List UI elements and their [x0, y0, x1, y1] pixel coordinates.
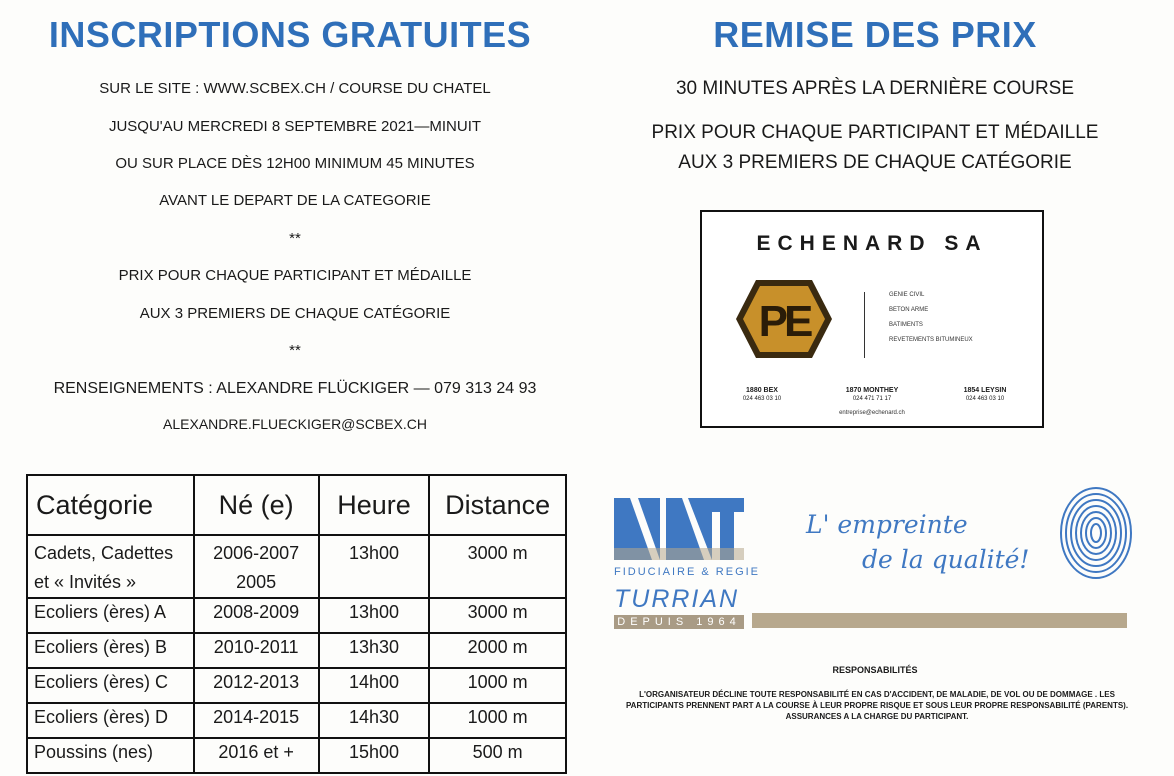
- cell-heure: 14h00: [319, 668, 430, 703]
- cell-categorie: Ecoliers (ères) A: [27, 598, 194, 633]
- turrian-gold-bar: [752, 613, 1127, 628]
- category-table: [26, 474, 567, 774]
- echenard-email: entreprise@echenard.ch: [839, 410, 905, 416]
- cell-distance: 1000 m: [429, 668, 566, 703]
- table-header-row: [27, 475, 566, 535]
- cell-ne: 2016 et +: [194, 738, 319, 773]
- cell-heure: 14h30: [319, 703, 430, 738]
- cell-categorie: Poussins (nes): [27, 738, 194, 773]
- cell-categorie: [27, 535, 194, 598]
- info-line-deadline: JUSQU'AU MERCREDI 8 SEPTEMBRE 2021—MINUIT: [108, 118, 482, 135]
- separator-stars: **: [289, 230, 301, 247]
- cell-categorie-line1: Cadets, Cadettes: [34, 543, 174, 563]
- cell-heure: 13h00: [319, 598, 430, 633]
- card-divider: [864, 292, 865, 358]
- location-phone: 024 463 03 10: [965, 396, 1005, 402]
- cell-heure: 13h00: [319, 535, 430, 598]
- cell-categorie: Ecoliers (ères) C: [27, 668, 194, 703]
- cell-distance: 3000 m: [429, 535, 566, 598]
- header-heure: Heure: [319, 475, 430, 535]
- cell-ne: 2010-2011: [194, 633, 319, 668]
- responsibility-text: L'ORGANISATEUR DÉCLINE TOUTE RESPONSABILITÉ EN CAS D'ACCIDENT, DE MALADIE, DE VOL OU DE DOMMAGE . LES PARTICIPANTS PRENNENT PART A LA COURSE À LEUR PROPRE RISQUE ET SOUS LEUR PROPRE RESPONSABILITÉ (PARENTS). ASSURANCES A LA CHARGE DU PARTICIPANT.: [625, 690, 1129, 721]
- cell-distance: 500 m: [429, 738, 566, 773]
- header-categorie: Catégorie: [27, 475, 194, 535]
- cell-ne: 2008-2009: [194, 598, 319, 633]
- header-distance: Distance: [429, 475, 566, 535]
- contact-email: ALEXANDRE.FLUECKIGER@SCBEX.CH: [163, 416, 427, 432]
- location-leysin: [930, 386, 1040, 404]
- inscriptions-title: INSCRIPTIONS GRATUITES: [48, 14, 532, 55]
- echenard-logo-letters: PE: [758, 297, 810, 346]
- cell-ne: 2012-2013: [194, 668, 319, 703]
- slogan-line1: L' empreinte: [806, 510, 968, 539]
- info-line-site: SUR LE SITE : WWW.SCBEX.CH / COURSE DU CHATEL: [99, 80, 491, 97]
- cell-categorie-line2: et « Invités »: [34, 572, 137, 592]
- service-item: BETON ARME: [889, 307, 929, 313]
- cell-ne: 2014-2015: [194, 703, 319, 738]
- table-row: [27, 598, 566, 633]
- cell-distance: 3000 m: [429, 598, 566, 633]
- table-row: [27, 535, 566, 598]
- fingerprint-icon: [1058, 485, 1134, 581]
- separator-stars: **: [289, 342, 301, 359]
- cell-categorie: Ecoliers (ères) B: [27, 633, 194, 668]
- location-city: 1854 LEYSIN: [963, 387, 1007, 394]
- table-row: [27, 633, 566, 668]
- responsibility-title: RESPONSABILITÉS: [832, 665, 918, 675]
- cell-distance: 1000 m: [429, 703, 566, 738]
- location-phone: 024 471 71 17: [852, 396, 892, 402]
- location-monthey: [817, 386, 927, 404]
- info-line-medal: AUX 3 PREMIERS DE CHAQUE CATÉGORIE: [139, 305, 451, 322]
- cell-heure: 13h30: [319, 633, 430, 668]
- cell-ne: [194, 535, 319, 598]
- turrian-logo-mark: [614, 498, 744, 564]
- remise-line-medal: AUX 3 PREMIERS DE CHAQUE CATÉGORIE: [678, 152, 1072, 173]
- info-line-contact: RENSEIGNEMENTS : ALEXANDRE FLÜCKIGER — 079 313 24 93: [53, 380, 537, 397]
- service-item: BATIMENTS: [889, 322, 923, 328]
- echenard-logo: [734, 278, 834, 360]
- turrian-subtitle: FIDUCIAIRE & REGIE: [614, 566, 761, 578]
- turrian-since-banner: DEPUIS 1964: [614, 615, 744, 629]
- info-line-prize: PRIX POUR CHAQUE PARTICIPANT ET MÉDAILLE: [118, 267, 472, 284]
- turrian-name: TURRIAN: [614, 585, 740, 613]
- cell-categorie: Ecoliers (ères) D: [27, 703, 194, 738]
- service-item: GENIE CIVIL: [889, 292, 925, 298]
- location-city: 1880 BEX: [746, 387, 778, 394]
- info-line-onsite: OU SUR PLACE DÈS 12H00 MINIMUM 45 MINUTES: [115, 155, 475, 172]
- cell-heure: 15h00: [319, 738, 430, 773]
- remise-title: REMISE DES PRIX: [713, 14, 1037, 55]
- location-city: 1870 MONTHEY: [845, 387, 899, 394]
- location-bex: [707, 386, 817, 404]
- cell-distance: 2000 m: [429, 633, 566, 668]
- echenard-name: ECHENARD SA: [756, 232, 988, 255]
- table-row: [27, 703, 566, 738]
- header-ne: Né (e): [194, 475, 319, 535]
- location-phone: 024 463 03 10: [742, 396, 782, 402]
- cell-ne-line2: 2005: [236, 572, 277, 592]
- table-row: [27, 668, 566, 703]
- table-row: [27, 738, 566, 773]
- remise-line-prize: PRIX POUR CHAQUE PARTICIPANT ET MÉDAILLE: [651, 122, 1099, 143]
- info-line-before-start: AVANT LE DEPART DE LA CATEGORIE: [159, 192, 431, 209]
- remise-line-time: 30 MINUTES APRÈS LA DERNIÈRE COURSE: [675, 78, 1075, 99]
- service-item: REVETEMENTS BITUMINEUX: [889, 337, 973, 343]
- sponsor-card-echenard: [700, 210, 1044, 428]
- cell-ne-line1: 2006-2007: [213, 543, 300, 563]
- slogan-line2: de la qualité!: [862, 545, 1030, 574]
